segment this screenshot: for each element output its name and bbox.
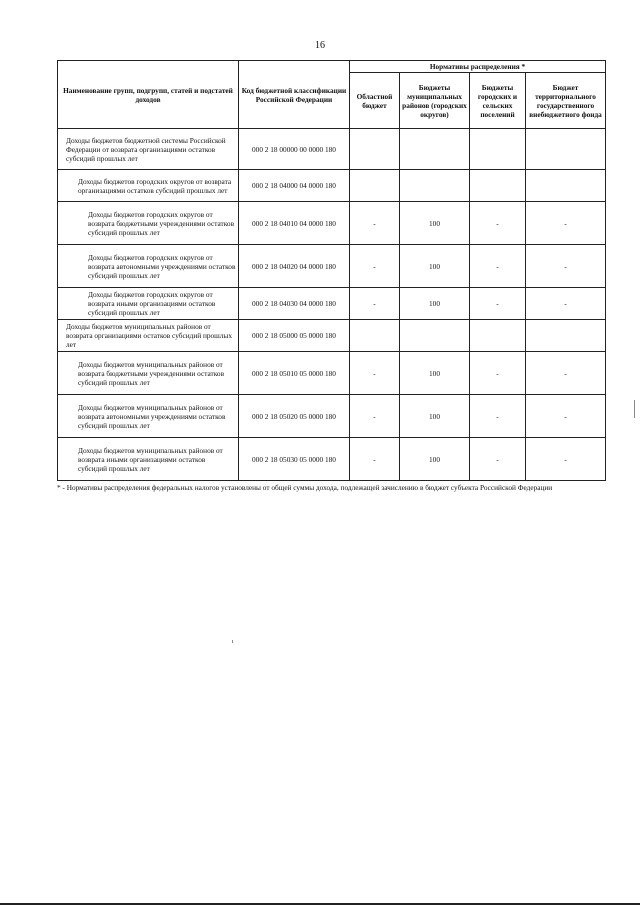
row-municipal: 100 (400, 202, 470, 245)
row-regional: - (350, 352, 400, 395)
row-name: Доходы бюджетов муниципальных районов от возврата организациями остатков субсидий прошлых лет (58, 320, 239, 352)
table-row (58, 245, 606, 288)
header-extrabudgetary-fund: Бюджет территориального государственного внебюджетного фонда (526, 73, 606, 129)
row-municipal (400, 170, 470, 202)
row-settlements: - (470, 395, 526, 438)
row-code: 000 2 18 05000 05 0000 180 (239, 320, 350, 352)
row-code: 000 2 18 04030 04 0000 180 (239, 288, 350, 320)
row-name: Доходы бюджетов бюджетной системы Российской Федерации от возврата организациями остатков субсидий прошлых лет (58, 129, 239, 170)
header-norms-group: Нормативы распределения * (350, 61, 606, 73)
row-name: Доходы бюджетов муниципальных районов от возврата автономными учреждениями остатков субсидий прошлых лет (58, 395, 239, 438)
header-code: Код бюджетной классификации Российской Федерации (239, 61, 350, 129)
table-row (58, 202, 606, 245)
row-municipal (400, 129, 470, 170)
row-name: Доходы бюджетов городских округов от возврата иными организациями остатков субсидий прошлых лет (58, 288, 239, 320)
row-name: Доходы бюджетов городских округов от возврата бюджетными учреждениями остатков субсидий прошлых лет (58, 202, 239, 245)
scan-edge-mark (634, 400, 635, 418)
row-municipal (400, 320, 470, 352)
row-regional: - (350, 395, 400, 438)
header-regional-budget: Областной бюджет (350, 73, 400, 129)
row-name: Доходы бюджетов муниципальных районов от возврата бюджетными учреждениями остатков субсидий прошлых лет (58, 352, 239, 395)
row-settlements (470, 320, 526, 352)
row-code: 000 2 18 05010 05 0000 180 (239, 352, 350, 395)
table-row (58, 320, 606, 352)
row-regional (350, 170, 400, 202)
table-row (58, 395, 606, 438)
table-row (58, 438, 606, 481)
row-name: Доходы бюджетов муниципальных районов от возврата иными организациями остатков субсидий прошлых лет (58, 438, 239, 481)
row-fund: - (526, 202, 606, 245)
row-code: 000 2 18 05030 05 0000 180 (239, 438, 350, 481)
row-code: 000 2 18 05020 05 0000 180 (239, 395, 350, 438)
row-settlements: - (470, 245, 526, 288)
row-fund (526, 129, 606, 170)
table-row (58, 129, 606, 170)
row-regional: - (350, 202, 400, 245)
row-fund (526, 170, 606, 202)
row-municipal: 100 (400, 352, 470, 395)
row-municipal: 100 (400, 245, 470, 288)
footnote: * - Нормативы распределения федеральных налогов установлены от общей суммы дохода, подлежащей зачислению в бюджет субъекта Российской Федерации (57, 483, 553, 492)
table-row (58, 288, 606, 320)
row-fund (526, 320, 606, 352)
row-settlements: - (470, 202, 526, 245)
table-row (58, 170, 606, 202)
row-municipal: 100 (400, 395, 470, 438)
table-row (58, 352, 606, 395)
row-regional (350, 129, 400, 170)
row-settlements (470, 129, 526, 170)
row-municipal: 100 (400, 288, 470, 320)
row-code: 000 2 18 04020 04 0000 180 (239, 245, 350, 288)
row-name: Доходы бюджетов городских округов от возврата организациями остатков субсидий прошлых лет (58, 170, 239, 202)
row-regional: - (350, 288, 400, 320)
row-settlements: - (470, 438, 526, 481)
row-municipal: 100 (400, 438, 470, 481)
row-regional (350, 320, 400, 352)
row-code: 000 2 18 00000 00 0000 180 (239, 129, 350, 170)
header-name: Наименование групп, подгрупп, статей и подстатей доходов (58, 61, 239, 129)
row-settlements: - (470, 352, 526, 395)
row-regional: - (350, 438, 400, 481)
row-fund: - (526, 288, 606, 320)
row-settlements (470, 170, 526, 202)
header-settlement-budgets: Бюджеты городских и сельских поселений (470, 73, 526, 129)
row-code: 000 2 18 04000 04 0000 180 (239, 170, 350, 202)
row-fund: - (526, 352, 606, 395)
row-settlements: - (470, 288, 526, 320)
distribution-norms-table (57, 60, 606, 481)
header-municipal-budgets: Бюджеты муниципальных районов (городских округов) (400, 73, 470, 129)
page-number: 16 (315, 40, 325, 51)
scan-speck (232, 640, 233, 643)
row-fund: - (526, 395, 606, 438)
row-fund: - (526, 245, 606, 288)
row-fund: - (526, 438, 606, 481)
row-name: Доходы бюджетов городских округов от возврата автономными учреждениями остатков субсидий прошлых лет (58, 245, 239, 288)
row-code: 000 2 18 04010 04 0000 180 (239, 202, 350, 245)
row-regional: - (350, 245, 400, 288)
